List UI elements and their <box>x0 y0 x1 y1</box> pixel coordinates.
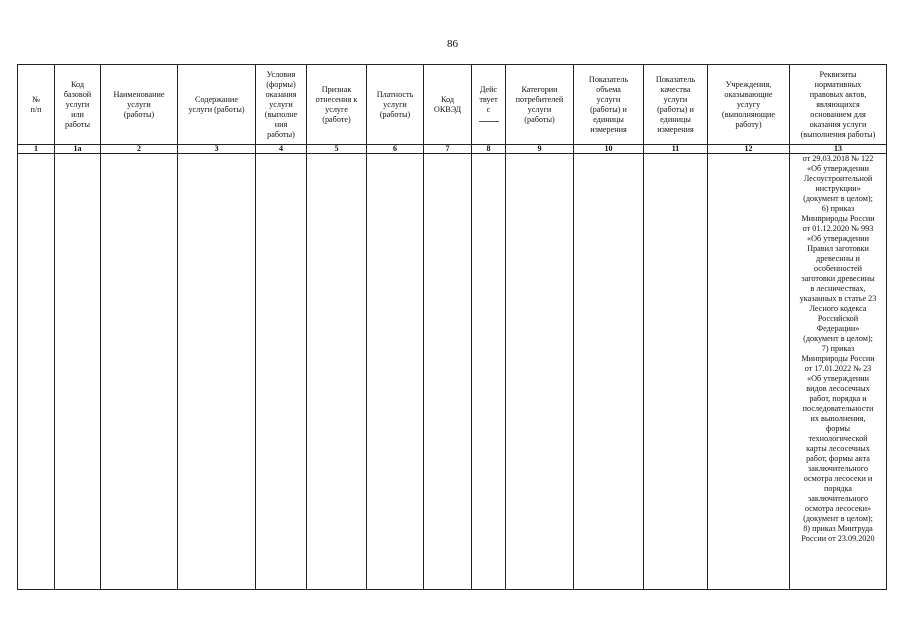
header-cell-10: Показатель объема услуги (работы) и единицы измерения <box>574 65 644 145</box>
body-cell-2 <box>101 154 178 590</box>
body-cell-6 <box>367 154 424 590</box>
header-cell-11: Показатель качества услуги (работы) и единицы измерения <box>644 65 708 145</box>
body-cell-4 <box>256 154 307 590</box>
column-number: 8 <box>472 145 506 154</box>
header-cell-2: Наименование услуги (работы) <box>101 65 178 145</box>
header-cell-8-dash <box>479 120 499 122</box>
body-cell-9 <box>506 154 574 590</box>
column-number: 2 <box>101 145 178 154</box>
header-cell-12: Учреждения, оказывающие услугу (выполняющие работу) <box>708 65 790 145</box>
header-cell-3: Содержание услуги (работы) <box>178 65 256 145</box>
column-number: 1а <box>55 145 101 154</box>
column-number: 3 <box>178 145 256 154</box>
header-cell-4: Условия (формы) оказания услуги (выполне ния работы) <box>256 65 307 145</box>
table-row <box>18 154 887 590</box>
header-cell-13: Реквизиты нормативных правовых актов, являющихся основанием для оказания услуги (выполнения работы) <box>790 65 887 145</box>
body-cell-5 <box>307 154 367 590</box>
body-cell-3 <box>178 154 256 590</box>
body-cell-11 <box>644 154 708 590</box>
header-cell-1a: Код базовой услуги или работы <box>55 65 101 145</box>
header-cell-1: № п/п <box>18 65 55 145</box>
body-cell-7 <box>424 154 472 590</box>
column-number: 10 <box>574 145 644 154</box>
column-number: 7 <box>424 145 472 154</box>
header-cell-6: Платность услуги (работы) <box>367 65 424 145</box>
legal-acts-cell: от 29.03.2018 № 122 «Об утверждении Лесоустроительной инструкции» (документ в целом); 6) приказ Минприроды России от 01.12.2020 № 993 «Об утверждении Правил заготовки древесины и особенностей заготовки древесины в лесничествах, указанных в статье 23 Лесного кодекса Российской Федерации» (документ в целом); 7) приказ Минприроды России от 17.01.2022 № 23 «Об утверждении видов лесосечных работ, порядка и последовательности их выполнения, формы технологической карты лесосечных работ, формы акта заключительного осмотра лесосеки и порядка заключительного осмотра лесосеки» (документ в целом); 8) приказ Минтруда России от 23.09.2020 <box>790 154 887 590</box>
body-cell-1a <box>55 154 101 590</box>
column-number: 4 <box>256 145 307 154</box>
header-cell-5: Признак отнесения к услуге (работе) <box>307 65 367 145</box>
body-cell-1 <box>18 154 55 590</box>
header-cell-9: Категории потребителей услуги (работы) <box>506 65 574 145</box>
header-cell-8-text: Дейс твует с <box>479 84 498 114</box>
header-cell-7: Код ОКВЭД <box>424 65 472 145</box>
column-number: 13 <box>790 145 887 154</box>
column-number: 11 <box>644 145 708 154</box>
column-number-row <box>18 145 887 154</box>
column-number: 9 <box>506 145 574 154</box>
column-number: 12 <box>708 145 790 154</box>
body-cell-8 <box>472 154 506 590</box>
body-cell-10 <box>574 154 644 590</box>
column-number: 1 <box>18 145 55 154</box>
column-number: 5 <box>307 145 367 154</box>
header-cell-8 <box>472 65 506 145</box>
header-row <box>18 65 887 145</box>
column-number: 6 <box>367 145 424 154</box>
page-number: 86 <box>447 38 458 50</box>
services-register-table <box>17 64 887 590</box>
body-cell-12 <box>708 154 790 590</box>
